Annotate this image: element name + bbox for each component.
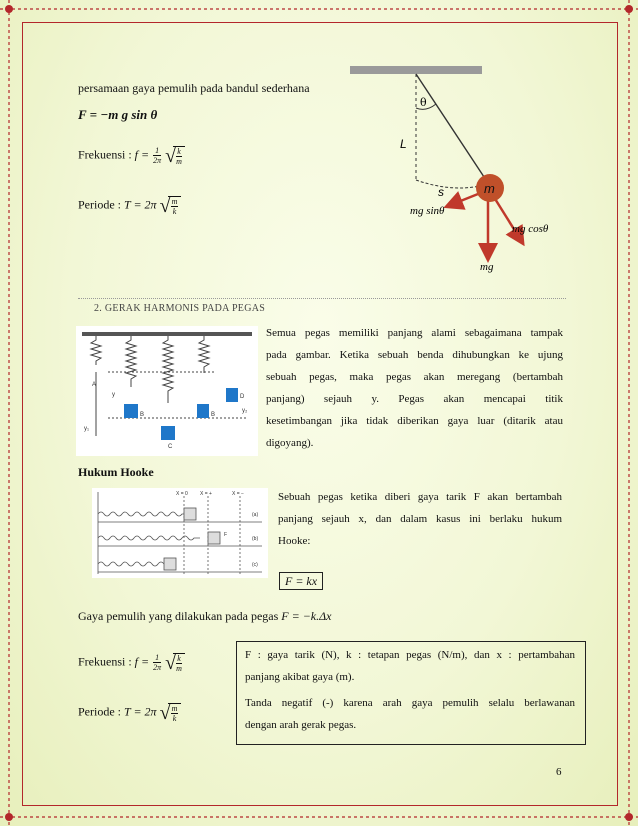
length-label: L (400, 137, 407, 151)
fraction-denominator: 2π (153, 156, 162, 165)
frequency-root: √ $\frac{k}{m}$ (165, 652, 185, 673)
spring-block-b1 (124, 404, 138, 418)
root-numerator: k (177, 147, 181, 156)
hooke-heading: Hukum Hooke (78, 465, 154, 479)
restoring-text: Gaya pemulih yang dilakukan pada pegas (78, 609, 282, 623)
root-denominator: m (176, 157, 182, 166)
spring-line: digoyang). (266, 437, 314, 449)
spring-line: Semua pegas memiliki panjang alami sebagaimana tampak (266, 327, 563, 339)
note-text (245, 644, 575, 736)
top-border-ornament (0, 0, 638, 18)
pendulum-formula: F = −m g sin θ (78, 107, 158, 122)
pendulum-string (416, 74, 490, 186)
hooke-line: Hooke: (278, 535, 311, 547)
frequency-symbol: f = (134, 654, 150, 669)
hooke-paragraph (278, 486, 562, 552)
page-number: 6 (556, 766, 562, 778)
restoring-formula: F = −k.Δx (281, 609, 332, 623)
spring-paragraph (266, 322, 563, 454)
period-root: √ $\frac{m}{k}$ (160, 702, 182, 723)
frequency-fraction (153, 146, 161, 165)
hooke-label-xplus: X = + (200, 491, 212, 497)
left-border-ornament (0, 0, 18, 826)
section-heading: 2. GERAK HARMONIS PADA PEGAS (94, 303, 266, 314)
pendulum-frequency (78, 145, 185, 166)
frequency-root: √ $\frac{k}{m}$ (165, 145, 185, 166)
note-line: panjang akibat gaya (m). (245, 671, 355, 683)
spring-label-c: C (168, 444, 173, 450)
spring-label-d: D (240, 394, 245, 400)
frequency-symbol: f = (134, 147, 150, 162)
fraction-numerator: 1 (153, 653, 161, 663)
pendulum-period (78, 195, 181, 216)
spring-block-d (226, 388, 238, 402)
hooke-law-box: F = kx (279, 572, 323, 590)
hooke-label-xminus: X = − (232, 491, 244, 497)
period-label: Periode : (78, 197, 124, 212)
restoring-force-line (78, 608, 332, 624)
root-denominator: m (176, 664, 182, 673)
spring-label-y2: y₂ (242, 408, 248, 414)
spring-frequency (78, 652, 185, 673)
hooke-line: panjang sejauh x, dan dalam kasus ini berlaku hukum (278, 513, 562, 525)
hooke-block-a (184, 508, 196, 520)
frequency-label: Frekuensi : (78, 654, 135, 669)
note-line: Tanda negatif (-) karena arah gaya pemulih selalu berlawanan (245, 697, 575, 709)
spring-line: kesetimbangan jika tidak diberikan gaya luar (ditarik atau (266, 415, 563, 427)
note-line: dengan arah gerak pegas. (245, 719, 357, 731)
spring-label-b2: B (211, 412, 216, 418)
theta-label: θ (420, 96, 427, 109)
spring-label-y: y (112, 392, 115, 398)
fraction-numerator: 1 (153, 146, 161, 156)
fraction-denominator: 2π (153, 663, 162, 672)
note-line: F : gaya tarik (N), k : tetapan pegas (N/m), dan x : pertambahan (245, 649, 575, 661)
note-box (236, 641, 586, 745)
root-numerator: m (171, 704, 178, 713)
mass-label: m (484, 181, 495, 196)
root-numerator: k (177, 654, 181, 663)
hooke-label-a: (a) (252, 512, 259, 518)
period-symbol: T = 2π (124, 197, 157, 212)
period-symbol: T = 2π (124, 704, 157, 719)
root-denominator: k (172, 714, 177, 723)
spring-label-a: A (92, 382, 97, 388)
spring-period (78, 702, 181, 723)
spring-label-b1: B (140, 412, 145, 418)
spring-label-y1: y₁ (84, 426, 90, 432)
hooke-block-c (164, 558, 176, 570)
frequency-label: Frekuensi : (78, 147, 135, 162)
mg-cos-label: mg cosθ (512, 223, 549, 235)
hooke-label-x0: X = 0 (176, 491, 188, 497)
right-border-ornament (620, 0, 638, 826)
frequency-fraction (153, 653, 161, 672)
spring-line: pada gambar. Ketika sebuah benda dihubungkan ke ujung (266, 349, 563, 361)
spring-line: sebuah pegas, maka pegas akan meregang (bertambah (266, 371, 563, 383)
hooke-label-f: F (224, 532, 228, 538)
spring-block-b2 (197, 404, 209, 418)
period-root: √ $\frac{m}{k}$ (160, 195, 182, 216)
hooke-diagram (92, 488, 268, 578)
root-denominator: k (172, 207, 177, 216)
section-separator (78, 298, 566, 299)
mg-sin-label: mg sinθ (410, 205, 445, 217)
pendulum-diagram (340, 60, 580, 280)
hooke-label-c: (c) (252, 562, 258, 568)
bottom-border-ornament (0, 808, 638, 826)
hooke-line: Sebuah pegas ketika diberi gaya tarik F akan bertambah (278, 491, 562, 503)
mg-label: mg (480, 261, 494, 273)
arc-label: s (438, 185, 444, 199)
pendulum-ceiling (350, 66, 482, 74)
spring-diagram (76, 326, 258, 456)
pendulum-intro: persamaan gaya pemulih pada bandul sederhana (78, 81, 310, 95)
spring-line: panjang) sejauh y. Pegas akan mencapai titik (266, 393, 563, 405)
hooke-label-b: (b) (252, 536, 259, 542)
spring-block-c (161, 426, 175, 440)
period-label: Periode : (78, 704, 124, 719)
root-numerator: m (171, 197, 178, 206)
hooke-block-b (208, 532, 220, 544)
